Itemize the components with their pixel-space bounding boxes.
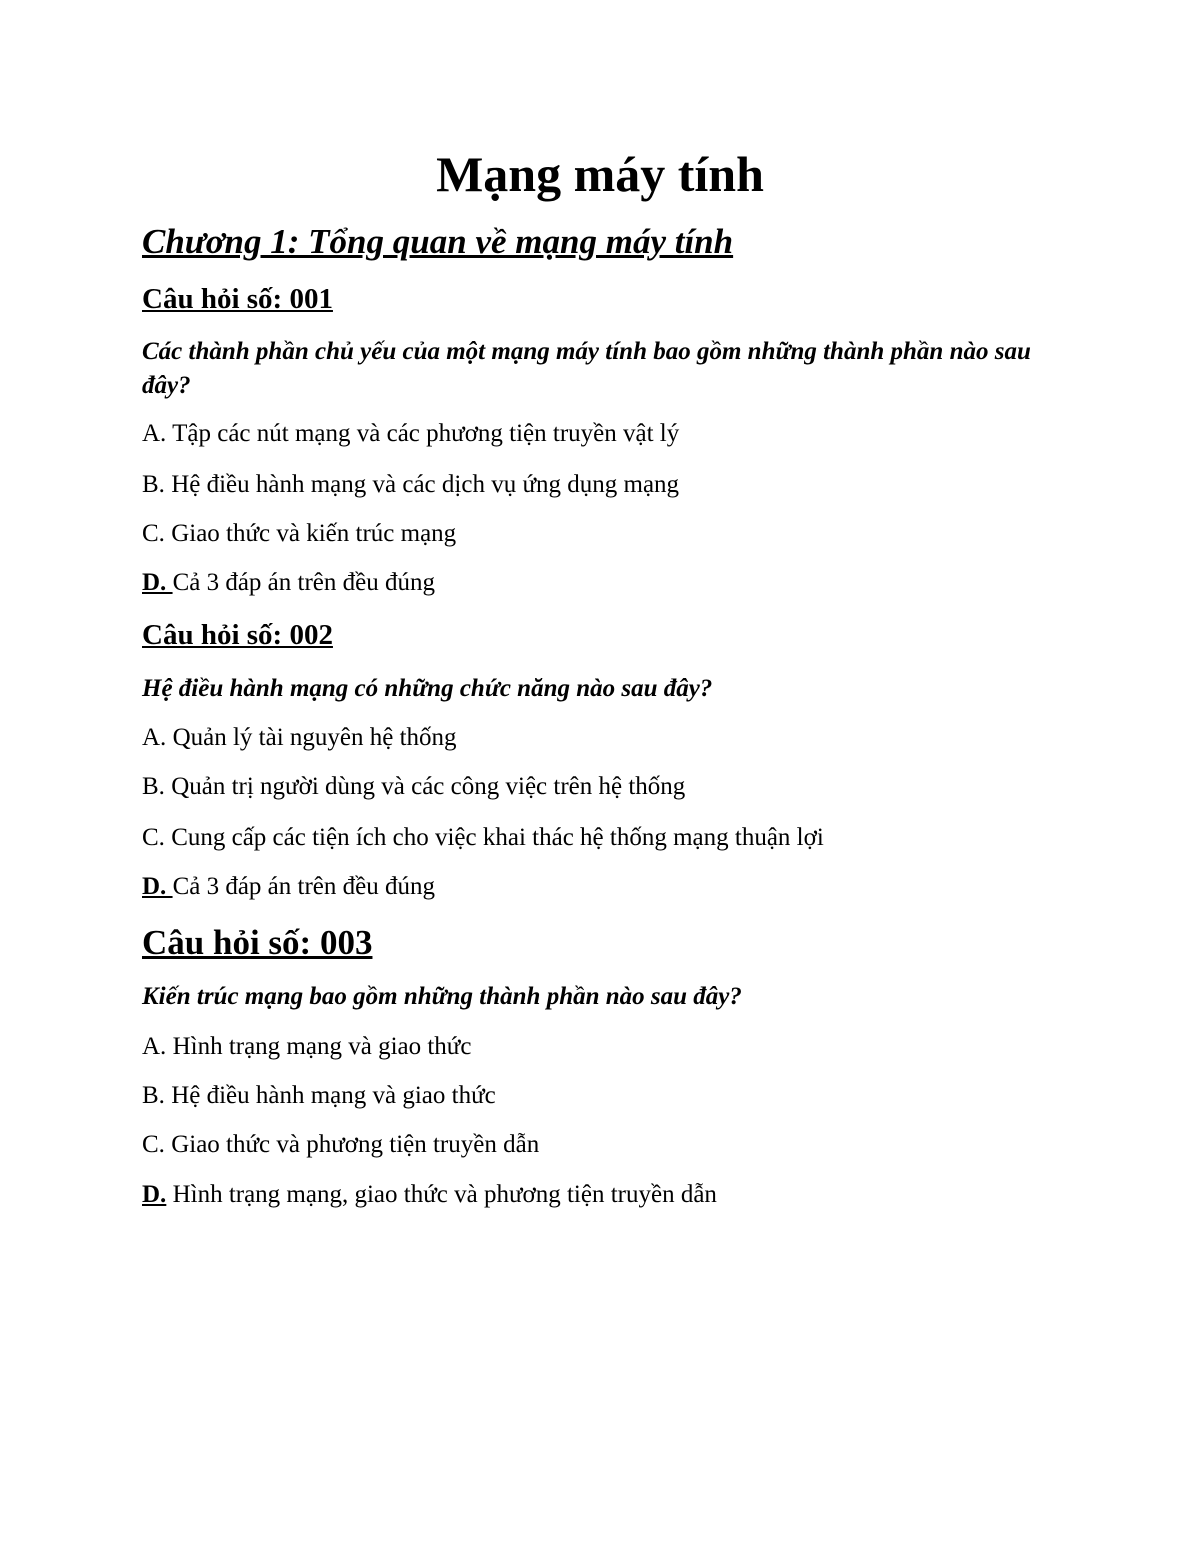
option-text: Hình trạng mạng, giao thức và phương tiện truyền dẫn [166,1181,717,1208]
correct-option-letter: D. [142,1181,167,1208]
option-a-003 [142,1031,471,1063]
option-letter: B. [142,1082,165,1109]
document-title: Mạng máy tính [436,146,764,202]
option-letter: A. [142,1033,167,1060]
option-text: Hệ điều hành mạng và giao thức [164,1082,496,1109]
option-text: Tập các nút mạng và các phương tiện truyền vật lý [166,420,680,447]
correct-option-letter: D. [142,569,173,596]
option-d-002 [142,871,435,903]
question-heading-001: Câu hỏi số: 001 [142,283,333,315]
option-letter: A. [142,724,167,751]
option-text: Hệ điều hành mạng và các dịch vụ ứng dụng mạng [164,471,680,498]
option-a-002 [142,722,457,754]
option-text: Giao thức và phương tiện truyền dẫn [164,1131,540,1158]
correct-option-letter: D. [142,873,173,900]
option-c-002 [142,822,824,854]
option-b-003 [142,1080,496,1112]
question-text-001: Các thành phần chủ yếu của một mạng máy tính bao gồm những thành phần nào sau đây? [142,338,1031,399]
question-heading-002: Câu hỏi số: 002 [142,619,333,651]
option-letter: C. [142,824,165,851]
option-text: Cả 3 đáp án trên đều đúng [172,569,435,596]
question-heading-003: Câu hỏi số: 003 [142,923,373,962]
option-text: Cả 3 đáp án trên đều đúng [172,873,435,900]
option-d-003 [142,1179,717,1211]
option-text: Quản trị người dùng và các công việc trên hệ thống [164,773,686,800]
option-text: Hình trạng mạng và giao thức [166,1033,472,1060]
option-a-001 [142,418,679,450]
option-letter: C. [142,520,165,547]
option-text: Quản lý tài nguyên hệ thống [166,724,457,751]
option-letter: C. [142,1131,165,1158]
option-letter: B. [142,471,165,498]
question-text-002: Hệ điều hành mạng có những chức năng nào sau đây? [142,675,713,702]
option-b-002 [142,771,685,803]
option-b-001 [142,469,679,501]
option-text: Cung cấp các tiện ích cho việc khai thác hệ thống mạng thuận lợi [164,824,824,851]
option-text: Giao thức và kiến trúc mạng [164,520,457,547]
option-d-001 [142,567,435,599]
option-c-001 [142,518,456,550]
option-letter: A. [142,420,167,447]
option-c-003 [142,1129,539,1161]
chapter-heading: Chương 1: Tổng quan về mạng máy tính [142,222,734,261]
option-letter: B. [142,773,165,800]
question-text-003: Kiến trúc mạng bao gồm những thành phần nào sau đây? [142,983,742,1010]
